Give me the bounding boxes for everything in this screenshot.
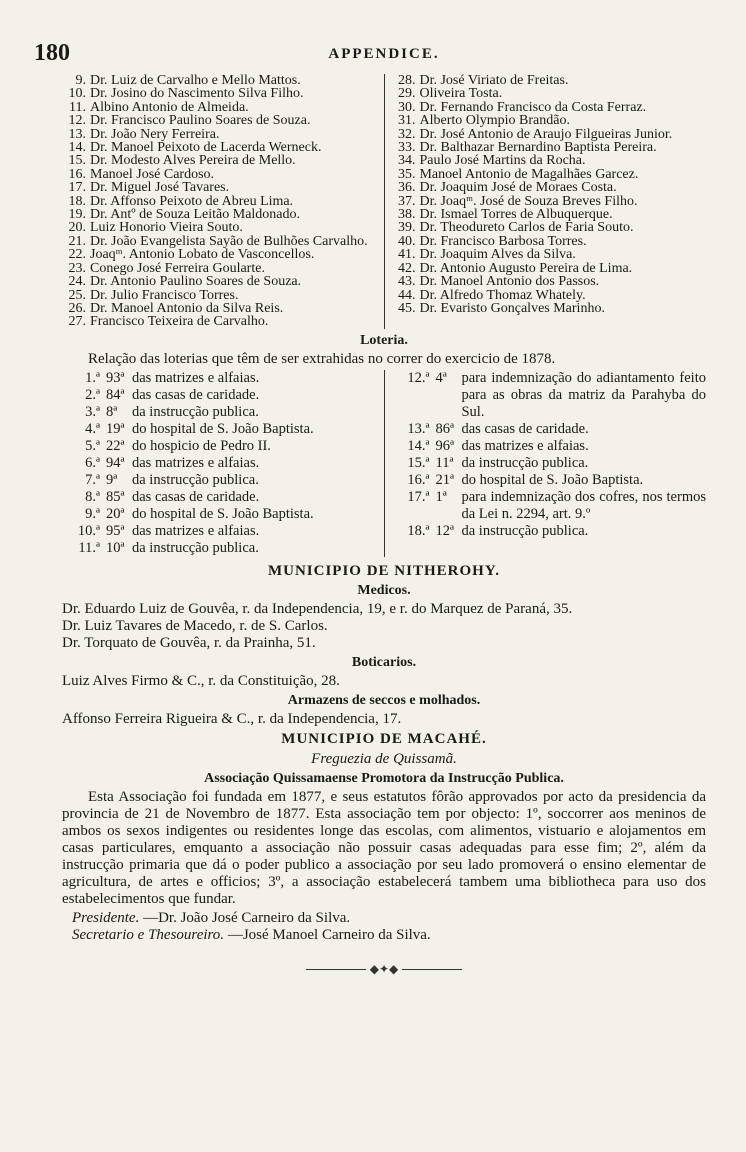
loteria-item xyxy=(62,370,380,387)
loteria-heading: Loteria. xyxy=(360,332,408,348)
item-text: Conego José Ferreira Goularte. xyxy=(90,260,265,276)
item-text: Dr. Luiz de Carvalho e Mello Mattos. xyxy=(90,73,301,88)
loteria-edition: 11ª xyxy=(435,454,454,471)
loteria-description: das matrizes e alfaias. xyxy=(132,369,260,386)
item-text: Dr. Ismael Torres de Albuquerque. xyxy=(419,207,613,223)
officer-entry xyxy=(62,910,706,927)
loteria-left-column xyxy=(62,370,385,557)
list-item xyxy=(391,302,706,315)
loteria-item xyxy=(62,421,380,438)
list-item xyxy=(62,195,380,208)
macahe-heading: MUNICIPIO DE MACAHÉ. xyxy=(281,730,487,747)
item-number: 40. xyxy=(397,233,416,249)
loteria-intro: Relação das loterias que têm de ser extrahidas no correr do exercicio de 1878. xyxy=(88,350,556,367)
loteria-description: do hospital de S. João Baptista. xyxy=(132,420,314,437)
list-item xyxy=(62,141,380,154)
item-text: Dr. Josino do Nascimento Silva Filho. xyxy=(90,86,304,102)
loteria-number: 1.ª xyxy=(85,369,100,386)
loteria-item xyxy=(391,438,706,455)
item-text: Dr. José Viriato de Freitas. xyxy=(419,73,569,88)
loteria-edition: 4ª xyxy=(435,369,447,386)
item-number: 43. xyxy=(397,274,416,290)
loteria-description: da instrucção publica. xyxy=(132,403,259,420)
item-number: 15. xyxy=(68,153,86,169)
item-number: 33. xyxy=(397,140,416,156)
list-item xyxy=(391,114,706,127)
item-text: Luiz Honorio Vieira Souto. xyxy=(90,220,243,236)
loteria-number: 3.ª xyxy=(85,403,100,420)
page xyxy=(34,40,706,977)
medico-entry: Dr. Luiz Tavares de Macedo, r. de S. Carlos. xyxy=(62,617,328,634)
associacao-heading: Associação Quissamaense Promotora da Instrucção Publica. xyxy=(204,770,564,786)
loteria-item xyxy=(62,404,380,421)
item-number: 32. xyxy=(397,126,416,142)
list-item xyxy=(391,141,706,154)
loteria-right-column xyxy=(385,370,706,557)
loteria-number: 12.ª xyxy=(407,369,430,386)
loteria-edition: 85ª xyxy=(106,488,125,505)
item-number: 31. xyxy=(397,113,416,129)
list-item xyxy=(62,289,380,302)
end-ornament: ◆✦◆ xyxy=(62,962,706,977)
item-number: 20. xyxy=(68,220,86,236)
item-number: 42. xyxy=(397,260,416,276)
loteria-item xyxy=(391,523,706,540)
officer-name: —José Manoel Carneiro da Silva. xyxy=(227,926,431,943)
item-number: 10. xyxy=(68,86,86,102)
item-text: Dr. Antº de Souza Leitão Maldonado. xyxy=(90,207,301,223)
list-item xyxy=(391,181,706,194)
item-text: Dr. Joaqᵐ. José de Souza Breves Filho. xyxy=(419,193,638,209)
officer-role: Presidente. xyxy=(72,909,140,926)
item-text: Dr. Manoel Antonio da Silva Reis. xyxy=(90,300,284,316)
loteria-number: 13.ª xyxy=(407,420,430,437)
loteria-description: das casas de caridade. xyxy=(132,386,260,403)
item-number: 24. xyxy=(68,274,86,290)
loteria-description: das matrizes e alfaias. xyxy=(132,454,260,471)
loteria-description: das matrizes e alfaias. xyxy=(132,522,260,539)
medicos-heading: Medicos. xyxy=(357,582,411,598)
page-number: 180 xyxy=(34,40,70,66)
item-text: Paulo José Martins da Rocha. xyxy=(419,153,586,169)
loteria-edition: 19ª xyxy=(106,420,125,437)
loteria-number: 7.ª xyxy=(85,471,100,488)
boticario-entry: Luiz Alves Firmo & C., r. da Constituição, 28. xyxy=(62,672,340,689)
item-text: Dr. Francisco Barbosa Torres. xyxy=(419,233,587,249)
item-text: Dr. Miguel José Tavares. xyxy=(90,180,230,196)
loteria-edition: 96ª xyxy=(435,437,454,454)
nitheroy-heading: MUNICIPIO DE NITHEROHY. xyxy=(267,562,501,579)
loteria-number: 11.ª xyxy=(78,539,100,556)
list-item xyxy=(391,275,706,288)
item-text: Alberto Olympio Brandão. xyxy=(419,113,570,129)
item-number: 37. xyxy=(397,193,416,209)
loteria-description: do hospital de S. João Baptista. xyxy=(132,505,314,522)
loteria-item xyxy=(391,421,706,438)
list-item xyxy=(391,248,706,261)
loteria-number: 16.ª xyxy=(407,471,430,488)
item-number: 11. xyxy=(69,99,86,115)
item-text: Dr. Modesto Alves Pereira de Mello. xyxy=(90,153,296,169)
loteria-number: 14.ª xyxy=(407,437,430,454)
list-item xyxy=(62,154,380,167)
list-item xyxy=(391,221,706,234)
item-number: 23. xyxy=(68,260,86,276)
item-text: Dr. Evaristo Gonçalves Marinho. xyxy=(419,300,605,316)
item-number: 21. xyxy=(68,233,86,249)
loteria-description: do hospicio de Pedro II. xyxy=(132,437,271,454)
item-number: 22. xyxy=(68,247,86,263)
loteria-item xyxy=(391,455,706,472)
item-text: Manoel Antonio de Magalhães Garcez. xyxy=(419,166,639,182)
loteria-edition: 8ª xyxy=(106,403,118,420)
loteria-edition: 86ª xyxy=(435,420,454,437)
loteria-item xyxy=(62,523,380,540)
item-text: Dr. Alfredo Thomaz Whately. xyxy=(419,287,586,303)
loteria-number: 9.ª xyxy=(85,505,100,522)
list-item xyxy=(391,74,706,87)
loteria-description: para indemnização dos cofres, nos termos da Lei n. 2294, art. 9.º xyxy=(461,488,706,522)
list-item xyxy=(62,315,380,328)
page-header xyxy=(34,40,706,74)
item-number: 36. xyxy=(397,180,416,196)
list-item xyxy=(391,128,706,141)
loteria-edition: 95ª xyxy=(106,522,125,539)
item-text: Dr. Joaquim José de Moraes Costa. xyxy=(419,180,617,196)
item-number: 18. xyxy=(68,193,86,209)
medico-entry: Dr. Torquato de Gouvêa, r. da Prainha, 51. xyxy=(62,634,316,651)
list-item xyxy=(391,101,706,114)
loteria-number: 18.ª xyxy=(407,522,430,539)
name-list xyxy=(62,74,706,329)
list-item xyxy=(62,235,380,248)
loteria-item xyxy=(62,472,380,489)
loteria-number: 4.ª xyxy=(85,420,100,437)
loteria-edition: 9ª xyxy=(106,471,118,488)
item-number: 9. xyxy=(75,73,86,88)
item-text: Manoel José Cardoso. xyxy=(90,166,215,182)
loteria-number: 15.ª xyxy=(407,454,430,471)
item-text: Dr. João Nery Ferreira. xyxy=(90,126,220,142)
list-item xyxy=(62,181,380,194)
item-number: 14. xyxy=(68,140,86,156)
loteria-item xyxy=(62,489,380,506)
list-item xyxy=(391,235,706,248)
item-text: Dr. Balthazar Bernardino Baptista Pereira. xyxy=(419,140,657,156)
list-item xyxy=(62,128,380,141)
item-number: 26. xyxy=(68,300,86,316)
list-item xyxy=(62,262,380,275)
freguezia-heading: Freguezia de Quissamã. xyxy=(311,750,457,767)
medico-entry: Dr. Eduardo Luiz de Gouvêa, r. da Independencia, 19, e r. do Marquez de Paraná, 35. xyxy=(62,600,573,617)
loteria-description: da instrucção publica. xyxy=(461,454,589,471)
item-number: 25. xyxy=(68,287,86,303)
item-number: 29. xyxy=(397,86,416,102)
officer-role: Secretario e Thesoureiro. xyxy=(72,926,225,943)
list-item xyxy=(391,154,706,167)
item-number: 19. xyxy=(68,207,86,223)
list-item xyxy=(391,289,706,302)
item-text: Dr. Manoel Peixoto de Lacerda Werneck. xyxy=(90,140,322,156)
item-number: 28. xyxy=(397,73,416,88)
loteria-edition: 20ª xyxy=(106,505,125,522)
list-item xyxy=(391,208,706,221)
list-item xyxy=(62,302,380,315)
loteria-item xyxy=(391,370,706,421)
loteria-edition: 22ª xyxy=(106,437,125,454)
item-text: Joaqᵐ. Antonio Lobato de Vasconcellos. xyxy=(90,247,315,263)
list-item xyxy=(391,87,706,100)
loteria-description: do hospital de S. João Baptista. xyxy=(461,471,644,488)
loteria-description: da instrucção publica. xyxy=(132,471,259,488)
list-item xyxy=(62,74,380,87)
list-item xyxy=(62,168,380,181)
loteria-number: 17.ª xyxy=(407,488,430,505)
list-item xyxy=(391,262,706,275)
medicos-list xyxy=(62,601,706,652)
loteria-number: 5.ª xyxy=(85,437,100,454)
item-number: 41. xyxy=(397,247,416,263)
list-item xyxy=(62,208,380,221)
item-number: 16. xyxy=(68,166,86,182)
item-text: Dr. Joaquim Alves da Silva. xyxy=(419,247,576,263)
boticarios-heading: Boticarios. xyxy=(351,654,417,670)
loteria-item xyxy=(62,455,380,472)
item-text: Dr. Affonso Peixoto de Abreu Lima. xyxy=(90,193,294,209)
running-title: APPENDICE. xyxy=(328,46,440,62)
loteria-item xyxy=(62,438,380,455)
list-item xyxy=(62,275,380,288)
list-item xyxy=(62,114,380,127)
loteria-number: 10.ª xyxy=(77,522,100,539)
loteria-edition: 84ª xyxy=(106,386,125,403)
loteria-number: 8.ª xyxy=(85,488,100,505)
loteria-item xyxy=(391,472,706,489)
item-text: Dr. Fernando Francisco da Costa Ferraz. xyxy=(419,99,647,115)
loteria-list xyxy=(62,370,706,557)
loteria-edition: 12ª xyxy=(435,522,454,539)
item-number: 13. xyxy=(68,126,86,142)
item-text: Oliveira Tosta. xyxy=(419,86,503,102)
list-item xyxy=(62,221,380,234)
item-number: 44. xyxy=(397,287,416,303)
name-list-right-column xyxy=(385,74,706,329)
associacao-paragraph: Esta Associação foi fundada em 1877, e seus estatutos fôrão approvados por acto da presidencia da provincia de 21 de Novembro de 1877. Esta associação tem por objecto: 1º, soccorrer aos meninos de ambos os sexos indigentes ou residentes longe das escolas, com alimentos, vistuario e alojamentos em casas particulares, emquanto a associação não possuir casas adequadas para esse fim; 2º, além da instrucção primaria que dá o poder publico a associação por seu lado promoverá o ensino elementar de agricultura, de artes e officios; 3º, a associação estabelecerá tambem uma bibliotheca para uso dos estabelecimentos que fundar. xyxy=(62,788,706,907)
loteria-edition: 94ª xyxy=(106,454,125,471)
loteria-edition: 93ª xyxy=(106,369,125,386)
item-text: Dr. Antonio Paulino Soares de Souza. xyxy=(90,274,302,290)
officer-name: —Dr. João José Carneiro da Silva. xyxy=(143,909,351,926)
item-number: 30. xyxy=(397,99,416,115)
item-number: 27. xyxy=(68,314,86,330)
item-number: 38. xyxy=(397,207,416,223)
loteria-description: das casas de caridade. xyxy=(132,488,260,505)
item-number: 34. xyxy=(397,153,416,169)
item-text: Dr. Manoel Antonio dos Passos. xyxy=(419,274,600,290)
list-item xyxy=(62,87,380,100)
loteria-description: da instrucção publica. xyxy=(461,522,589,539)
armazens-heading: Armazens de seccos e molhados. xyxy=(287,692,481,708)
loteria-description: para indemnização do adiantamento feito para as obras da matriz da Parahyba do Sul. xyxy=(461,369,706,420)
item-number: 39. xyxy=(397,220,416,236)
item-text: Dr. Theodureto Carlos de Faria Souto. xyxy=(419,220,634,236)
item-number: 17. xyxy=(68,180,86,196)
item-text: Dr. João Evangelista Sayão de Bulhões Carvalho. xyxy=(90,233,368,249)
officer-entry xyxy=(62,927,706,944)
armazem-entry: Affonso Ferreira Rigueira & C., r. da Independencia, 17. xyxy=(62,710,402,727)
item-number: 12. xyxy=(68,113,86,129)
item-text: Dr. José Antonio de Araujo Filgueiras Junior. xyxy=(419,126,673,142)
loteria-description: das matrizes e alfaias. xyxy=(461,437,589,454)
loteria-description: da instrucção publica. xyxy=(132,539,259,556)
boticarios-list xyxy=(62,673,706,690)
loteria-number: 2.ª xyxy=(85,386,100,403)
item-text: Albino Antonio de Almeida. xyxy=(90,99,249,115)
loteria-number: 6.ª xyxy=(85,454,100,471)
loteria-description: das casas de caridade. xyxy=(461,420,589,437)
list-item xyxy=(62,248,380,261)
item-text: Dr. Francisco Paulino Soares de Souza. xyxy=(90,113,311,129)
item-number: 35. xyxy=(397,166,416,182)
item-text: Dr. Antonio Augusto Pereira de Lima. xyxy=(419,260,633,276)
loteria-item xyxy=(62,506,380,523)
loteria-item xyxy=(391,489,706,523)
loteria-edition: 10ª xyxy=(106,539,125,556)
loteria-edition: 21ª xyxy=(435,471,454,488)
list-item xyxy=(62,101,380,114)
name-list-left-column xyxy=(62,74,385,329)
loteria-edition: 1ª xyxy=(435,488,447,505)
item-text: Francisco Teixeira de Carvalho. xyxy=(90,314,269,330)
loteria-item xyxy=(62,540,380,557)
officers-list xyxy=(62,910,706,944)
loteria-item xyxy=(62,387,380,404)
item-number: 45. xyxy=(397,300,416,316)
armazens-list xyxy=(62,711,706,728)
list-item xyxy=(391,168,706,181)
list-item xyxy=(391,195,706,208)
item-text: Dr. Julio Francisco Torres. xyxy=(90,287,239,303)
